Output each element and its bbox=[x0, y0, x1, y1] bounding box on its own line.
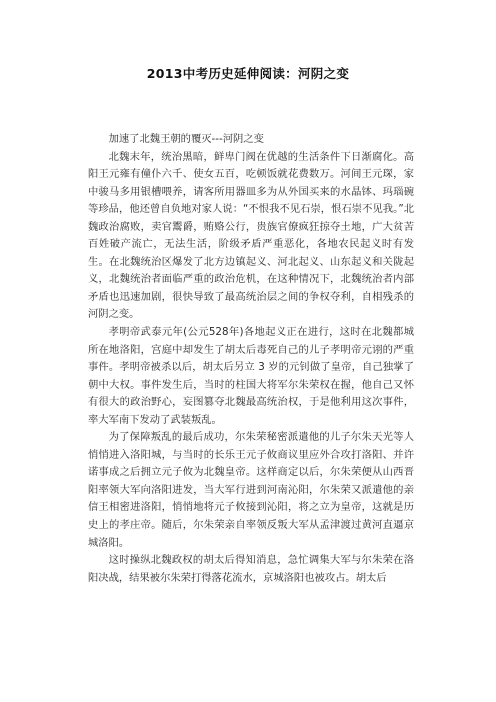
article-paragraph: 北魏末年，统治黑暗，鲜卑门阀在优越的生活条件下日渐腐化。高阳王元雍有僮仆六千、使女五百，吃顿饭就花费数万。河间王元琛，家中骏马多用银槽喂养，请客所用器皿多为从外国买来的水晶钵、玛瑙碗等珍品，他还曾自负地对家人说：“不恨我不见石崇，恨石崇不见我。”北魏政治腐败，卖官鬻爵，贿赂公行，贵族官僚疯狂掠夺土地，广大贫苦百姓破产流亡，无法生活，阶级矛盾严重恶化，各地农民起义时有发生。在北魏统治区爆发了北方边镇起义、河北起义、山东起义和关陇起义，北魏统治者面临严重的政治危机，在这种情况下，北魏统治者内部矛盾也迅速加剧，很快导致了最高统治层之间的争权夺利，自相残杀的河阴之变。 bbox=[88, 150, 414, 321]
article-paragraph: 这时操纵北魏政权的胡太后得知消息，急忙调集大军与尔朱荣在洛阳决战，结果被尔朱荣打得落花流水，京城洛阳也被攻占。胡太后 bbox=[88, 554, 414, 584]
article-subtitle: 加速了北魏王朝的覆灭---河阴之变 bbox=[108, 133, 264, 145]
article-paragraph: 孝明帝武泰元年(公元528年)各地起义正在进行，这时在北魏都城所在地洛阳，宫庭中却发生了胡太后毒死自己的儿子孝明帝元诩的严重事件。孝明帝被杀以后，胡太后另立 3 岁的元钊做了皇帝，自己独掌了朝中大权。事件发生后，当时的柱国大将军尔朱荣权在握，他自己又怀有很大的政治野心，妄图篡夺北魏最高统治权，于是他利用这次事件，率大军南下发动了武装叛乱。 bbox=[88, 326, 414, 426]
article-paragraph: 为了保障叛乱的最后成功，尔朱荣秘密派遣他的儿子尔朱天光等人悄悄进入洛阳城，与当时的长乐王元子攸商议里应外合攻打洛阳、并许诺事成之后拥立元子攸为北魏皇帝。这样商定以后，尔朱荣便从山西晋阳率领大军向洛阳进发，当大军行进到河南沁阳，尔朱荣又派遣他的亲信王相密进洛阳，悄悄地将元子攸接到沁阳，将之立为皇帝，这就是历史上的孝庄帝。随后，尔朱荣亲自率领反叛大军从孟津渡过黄河直逼京城洛阳。 bbox=[88, 431, 414, 549]
article-body bbox=[88, 131, 414, 587]
document-title: 2013中考历史延伸阅读：河阴之变 bbox=[146, 66, 350, 81]
